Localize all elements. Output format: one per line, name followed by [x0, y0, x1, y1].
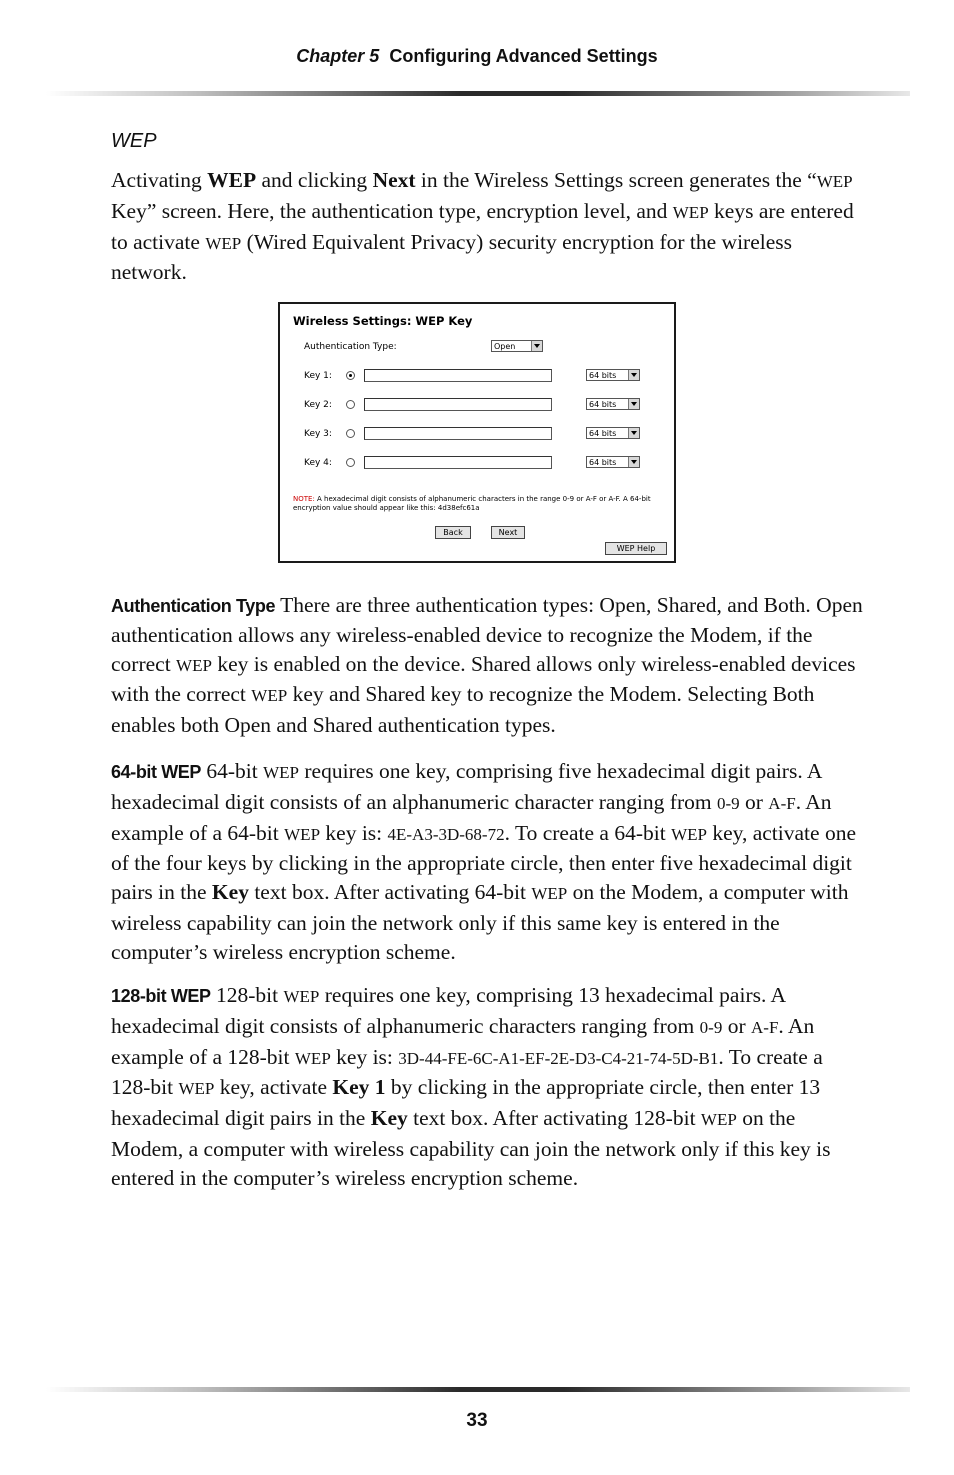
key4-input[interactable]: [364, 456, 552, 469]
chevron-down-icon: [628, 399, 639, 409]
auth-type-paragraph: Authentication Type There are three authentication types: Open, Shared, and Both. Open authentication allows any wireless-enabled device to recognize the Modem, if the correct WEP key is enabled on the device. Shared allows only wireless-enabled devices with the correct WEP key and Shared key to recognize the Modem. Selecting Both enables both Open and Shared authentication types.: [111, 593, 863, 738]
page-number: 33: [466, 1410, 488, 1431]
chevron-down-icon: [628, 428, 639, 438]
wep64-paragraph: 64-bit WEP 64-bit WEP requires one key, comprising five hexadecimal digit pairs. A hexadecimal digit consists of an alphanumeric character ranging from 0-9 or A-F. An example of a 64-bit WEP key is: 4E-A3-3D-68-72. To create a 64-bit WEP key, activate one of the four keys by clicking in the appropriate circle, then enter five hexadecimal digit pairs in the Key text box. After activating 64-bit WEP on the Modem, a computer with wireless capability can join the network only if this same key is entered in the computer’s wireless encryption scheme.: [111, 759, 856, 964]
key3-size-select[interactable]: 64 bits: [586, 427, 640, 439]
next-button[interactable]: Next: [491, 526, 525, 539]
key2-label: Key 2:: [304, 400, 332, 410]
wep-key-screenshot: [278, 302, 676, 563]
key2-radio[interactable]: [346, 400, 355, 409]
intro-paragraph: Activating WEP and clicking Next in the Wireless Settings screen generates the “WEP Key” screen. Here, the authentication type, encryption level, and WEP keys are entered to activate WEP (Wired Equivalent Privacy) security encryption for the wireless network.: [111, 168, 854, 285]
section-title: WEP: [111, 130, 157, 152]
key1-radio[interactable]: [346, 371, 355, 380]
key3-radio[interactable]: [346, 429, 355, 438]
key4-radio[interactable]: [346, 458, 355, 467]
auth-type-label: Authentication Type:: [304, 342, 397, 352]
key4-label: Key 4:: [304, 458, 332, 468]
wep-help-button[interactable]: WEP Help: [605, 542, 667, 555]
key2-input[interactable]: [364, 398, 552, 411]
chevron-down-icon: [531, 341, 542, 351]
key1-size-select[interactable]: 64 bits: [586, 369, 640, 381]
header-rule: [46, 91, 910, 96]
key4-size-select[interactable]: 64 bits: [586, 456, 640, 468]
key3-label: Key 3:: [304, 429, 332, 439]
chevron-down-icon: [628, 370, 639, 380]
back-button[interactable]: Back: [435, 526, 471, 539]
footer-rule: [46, 1387, 910, 1392]
running-header: [0, 46, 954, 67]
key3-input[interactable]: [364, 427, 552, 440]
chapter-number: Chapter 5: [296, 46, 380, 66]
key1-input[interactable]: [364, 369, 552, 382]
chapter-title: Configuring Advanced Settings: [389, 46, 658, 66]
screenshot-title: Wireless Settings: WEP Key: [293, 314, 473, 328]
wep128-paragraph: 128-bit WEP 128-bit WEP requires one key, comprising 13 hexadecimal pairs. A hexadecimal digit consists of alphanumeric characters ranging from 0-9 or A-F. An example of a 128-bit WEP key is: 3D-44-FE-6C-A1-EF-2E-D3-C4-21-74-5D-B1. To create a 128-bit WEP key, activate Key 1 by clicking in the appropriate circle, then enter 13 hexadecimal digit pairs in the Key text box. After activating 128-bit WEP on the Modem, a computer with wireless capability can join the network only if this key is entered in the computer’s wireless encryption scheme.: [111, 983, 831, 1190]
screenshot-note: NOTE: A hexadecimal digit consists of alphanumeric characters in the range 0-9 or A-F or A-F. A 64-bit encryption value should appear like this: 4d38efc61a: [293, 495, 651, 512]
chevron-down-icon: [628, 457, 639, 467]
key2-size-select[interactable]: 64 bits: [586, 398, 640, 410]
auth-type-select[interactable]: Open: [491, 340, 543, 352]
key1-label: Key 1:: [304, 371, 332, 381]
